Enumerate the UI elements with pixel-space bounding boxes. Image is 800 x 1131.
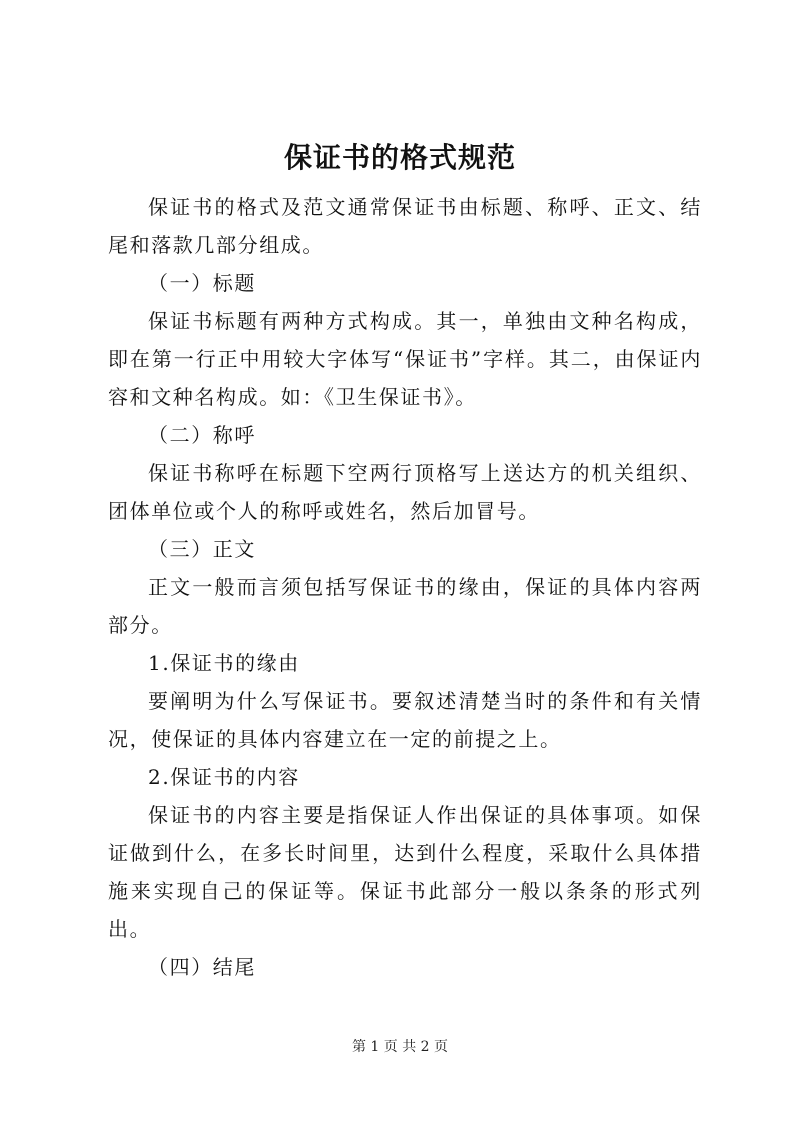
page-footer: 第 1 页 共 2 页 <box>351 1039 449 1055</box>
reason-paragraph: 要阐明为什么写保证书。要叙述清楚当时的条件和有关情况，使保证的具体内容建立在一定的前提之上。 <box>108 689 702 751</box>
section-heading-body: （三）正文 <box>148 537 256 561</box>
intro-paragraph: 保证书的格式及范文通常保证书由标题、称呼、正文、结尾和落款几部分组成。 <box>108 195 702 257</box>
title-section-paragraph: 保证书标题有两种方式构成。其一，单独由文种名构成，即在第一行正中用较大字体写“保证书”字样。其二，由保证内容和文种名构成。如：《卫生保证书》。 <box>108 309 702 409</box>
salutation-section-paragraph: 保证书称呼在标题下空两行顶格写上送达方的机关组织、团体单位或个人的称呼或姓名，然后加冒号。 <box>108 461 702 523</box>
section-heading-ending: （四）结尾 <box>148 955 256 979</box>
subheading-reason: 1.保证书的缘由 <box>148 651 300 675</box>
document-title: 保证书的格式规范 <box>283 141 516 174</box>
content-paragraph: 保证书的内容主要是指保证人作出保证的具体事项。如保证做到什么，在多长时间里，达到什么程度，采取什么具体措施来实现自己的保证等。保证书此部分一般以条条的形式列出。 <box>108 803 702 941</box>
section-heading-salutation: （二）称呼 <box>148 423 256 447</box>
body-section-paragraph: 正文一般而言须包括写保证书的缘由，保证的具体内容两部分。 <box>108 575 702 637</box>
subheading-content: 2.保证书的内容 <box>148 765 300 789</box>
document-body <box>108 188 702 986</box>
section-heading-title: （一）标题 <box>148 271 256 295</box>
